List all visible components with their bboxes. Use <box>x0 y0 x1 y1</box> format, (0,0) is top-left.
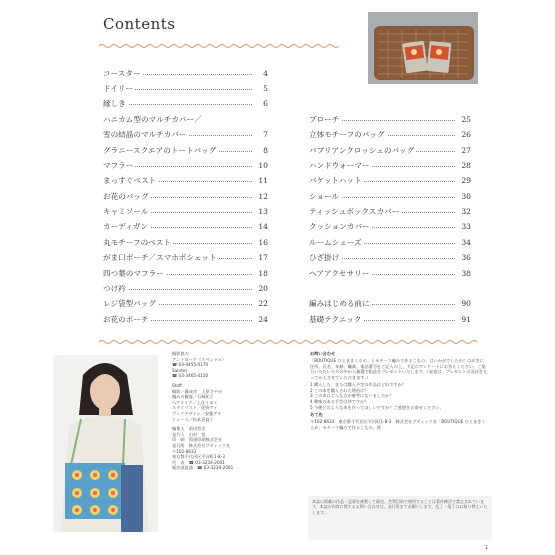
section-decorative-rule <box>99 339 479 345</box>
credit-line: 撮影／藤成彦 上原さやか <box>172 388 223 394</box>
address-text: 〒102-8633 東京都千代田区平河町1-8-3 株式会社ブティック社「BOUTIQUE ひとまきくるめ」モチーフ編みで作るこもの」係 <box>310 419 486 430</box>
credit-line: ヘアメイク／上花イヨミ <box>172 399 218 405</box>
toc-entry-page: 30 <box>461 192 471 201</box>
toc-entry-page: 26 <box>461 130 471 139</box>
toc-entry-page: 18 <box>258 269 268 278</box>
toc-entry[interactable] <box>103 221 268 233</box>
credit-line: 東京都千代田区平河町1-8-3 <box>172 454 225 460</box>
toc-entry-label: ショール <box>309 192 340 201</box>
credit-line: 代 表 ☎ 03-3234-2001 <box>172 459 225 465</box>
survey-questions <box>310 382 488 410</box>
credit-line: ☎ 03-4455-0170 <box>172 362 209 368</box>
toc-entry-page: 22 <box>258 299 268 308</box>
survey-question: 5 今後どのような本を作ってほしいですか？ご感想をお寄せください。 <box>310 404 444 410</box>
handwarmer-left <box>402 41 428 74</box>
toc-entry[interactable] <box>309 237 471 249</box>
toc-entry-label: ひざ掛け <box>309 253 340 262</box>
toc-entry[interactable] <box>103 206 268 218</box>
survey-intro: 「BOUTIQUE ひとまきくるめ」とモチーフ編みで作るこもの」はいかがでしたか？はがきに住所、氏名、年齢、職業、電話番号をご記入の上、下記のアンケートにお答えください。ご協力いただいた方の中から抽選で粗品をプレゼントいたします。（発表は、プレゼントの発送をもってかえさせていただきます。） <box>310 358 488 380</box>
toc-entry-label: クッションカバー <box>309 222 370 231</box>
toc-entry[interactable] <box>103 252 268 264</box>
toc-entry[interactable] <box>103 114 268 126</box>
toc-entry[interactable] <box>309 314 471 326</box>
toc-entry-page: 25 <box>461 115 471 124</box>
notice-box <box>308 496 492 540</box>
credit-line: 発行所 株式会社ブティック社 <box>172 442 231 448</box>
toc-entry-label: バケットハット <box>309 176 362 185</box>
toc-entry[interactable] <box>103 129 268 141</box>
toc-entry[interactable] <box>103 145 268 157</box>
credit-line: スタイリスト／佐野アイ <box>172 405 218 411</box>
credit-line: ☎ 03-3465-4150 <box>172 373 209 379</box>
model-photo <box>53 355 158 532</box>
toc-entry-page: 4 <box>263 69 268 78</box>
toc-entry-page: 12 <box>258 192 268 201</box>
toc-entry-page: 90 <box>461 299 471 308</box>
toc-entry-page: 5 <box>263 84 268 93</box>
toc-entry-label: お花のバッグ <box>103 192 149 201</box>
toc-entry-label: マフラー <box>103 161 134 170</box>
toc-entry-label: ブローチ <box>309 115 340 124</box>
survey-question: 1 購入した、または購入予定の作品はどれですか？ <box>310 382 407 388</box>
toc-entry-page: 17 <box>258 253 268 262</box>
toc-entry-label: ルームシューズ <box>309 238 362 247</box>
toc-entry[interactable] <box>103 98 268 110</box>
toc-entry[interactable] <box>309 252 471 264</box>
toc-entry-page: 16 <box>258 238 268 247</box>
credit-line: 編み方解説／石崎紀子 <box>172 394 214 400</box>
toc-entry-label: 基礎テクニック <box>309 315 362 324</box>
credit-line: Saintes <box>172 367 188 373</box>
toc-entry-label: コースター <box>103 69 141 78</box>
credit-line: アントヨーク（スペシャル） <box>172 356 227 362</box>
toc-entry-page: 28 <box>461 161 471 170</box>
toc-entry-label: キャミソール <box>103 207 149 216</box>
toc-entry[interactable] <box>103 160 268 172</box>
toc-entry-label: お花のポーチ <box>103 315 149 324</box>
toc-entry[interactable] <box>309 191 471 203</box>
toc-entry-label: バブリアンクロッシェのバッグ <box>309 146 415 155</box>
toc-entry[interactable] <box>309 298 471 310</box>
toc-entry-page: 27 <box>461 146 471 155</box>
toc-entry-page: 13 <box>258 207 268 216</box>
toc-entry-label: 丸モチーフのベスト <box>103 238 171 247</box>
toc-entry[interactable] <box>309 114 471 126</box>
toc-entry[interactable] <box>309 221 471 233</box>
header-photo-handwarmers <box>368 12 478 84</box>
page-title: Contents <box>103 15 176 33</box>
toc-entry-label: ティッシュボックスカバー <box>309 207 400 216</box>
credit-line: 〒102-8633 <box>172 448 197 454</box>
toc-entry-page: 10 <box>258 161 268 170</box>
toc-entry[interactable] <box>103 314 268 326</box>
toc-entry-page: 20 <box>258 284 268 293</box>
granny-square-tote-bag <box>65 463 125 519</box>
toc-entry-page: 33 <box>461 222 471 231</box>
notice-text: 本誌に掲載の作品・記事を複製して販売、営利目的で使用することは著作権法で禁止されています。本誌の内容に関するお問い合わせは、発行所までお願いします。乱丁・落丁はお取り替えいたします。 <box>312 499 488 515</box>
survey-question: 2 この本を購入された理由は？ <box>310 387 369 393</box>
toc-entry[interactable] <box>103 298 268 310</box>
toc-entry-page: 91 <box>461 315 471 324</box>
toc-entry-label: 四つ葉のマフラー <box>103 269 164 278</box>
credit-line: 印 刷 図書印刷株式会社 <box>172 437 223 443</box>
credit-line: 撮影協力 <box>172 351 189 356</box>
toc-entry-page: 34 <box>461 238 471 247</box>
header-decorative-rule <box>99 43 341 49</box>
address-label: あて先 <box>310 412 323 418</box>
toc-entry-label: つけ衿 <box>103 284 126 293</box>
toc-entry[interactable] <box>309 160 471 172</box>
credit-line: 編集人 前田哲也 <box>172 426 206 432</box>
toc-entry-label: 編みはじめる前に <box>309 299 370 308</box>
toc-entry-page: 36 <box>461 253 471 262</box>
credit-line: 販売部直通 ☎ 03-3234-2081 <box>172 465 234 471</box>
toc-entry-page: 6 <box>263 99 268 108</box>
toc-entry[interactable] <box>309 129 471 141</box>
toc-entry[interactable] <box>103 83 268 95</box>
toc-entry-page: 11 <box>258 176 268 185</box>
toc-entry-page: 24 <box>258 315 268 324</box>
toc-entry[interactable] <box>309 175 471 187</box>
toc-entry-label: レジ袋型バッグ <box>103 299 156 308</box>
credit-line: 発行人 山村 悟 <box>172 431 206 437</box>
toc-entry-label: 立体モチーフのバッグ <box>309 130 385 139</box>
toc-entry[interactable] <box>103 268 268 280</box>
toc-entry-label: カーディガン <box>103 222 148 231</box>
toc-entry-label: 縁しき <box>103 99 126 108</box>
survey-heading: お問い合わせ <box>310 351 336 356</box>
toc-entry[interactable] <box>103 283 268 295</box>
toc-entry-label: グラニースクエアのトートバッグ <box>103 146 217 155</box>
toc-entry-page: 32 <box>461 207 471 216</box>
toc-entry-label: ヘアアクセサリー <box>309 269 370 278</box>
toc-entry-page: 7 <box>263 130 268 139</box>
toc-entry-label: ドイリー <box>103 84 133 93</box>
toc-entry-page: 38 <box>461 269 471 278</box>
credit-line: トレース／松本恵倫子 <box>172 416 214 422</box>
toc-entry-page: 29 <box>461 176 471 185</box>
toc-entry-label: ハニカム型のマルチカバー／ <box>103 115 202 124</box>
toc-entry-label: ハンドウォーマー <box>309 161 370 170</box>
toc-entry-label: 雪の結晶のマルチカバー <box>103 130 187 139</box>
toc-entry[interactable] <box>103 191 268 203</box>
credits-block <box>172 351 297 471</box>
toc-entry[interactable] <box>103 237 268 249</box>
handwarmer-right <box>426 41 451 73</box>
toc-entry[interactable] <box>103 68 268 80</box>
toc-entry[interactable] <box>103 175 268 187</box>
credit-line: Staff <box>172 382 182 388</box>
toc-entry-page: 8 <box>263 146 268 155</box>
reader-survey-block <box>310 351 488 432</box>
toc-entry[interactable] <box>309 206 471 218</box>
toc-entry-label: がま口ポーチ／スマホポシェット <box>103 253 217 262</box>
survey-question: 3 この本はどんな点が参考になりましたか？ <box>310 393 394 399</box>
toc-entry[interactable] <box>309 268 471 280</box>
page-number: 1 <box>485 545 489 551</box>
toc-entry-page: 14 <box>258 222 268 231</box>
survey-question: 4 興味のある手芸は何ですか？ <box>310 398 369 404</box>
toc-entry[interactable] <box>309 145 471 157</box>
toc-entry-label: まっすぐベスト <box>103 176 157 185</box>
credit-line: ブックデザイン／安藤アキ <box>172 410 222 416</box>
